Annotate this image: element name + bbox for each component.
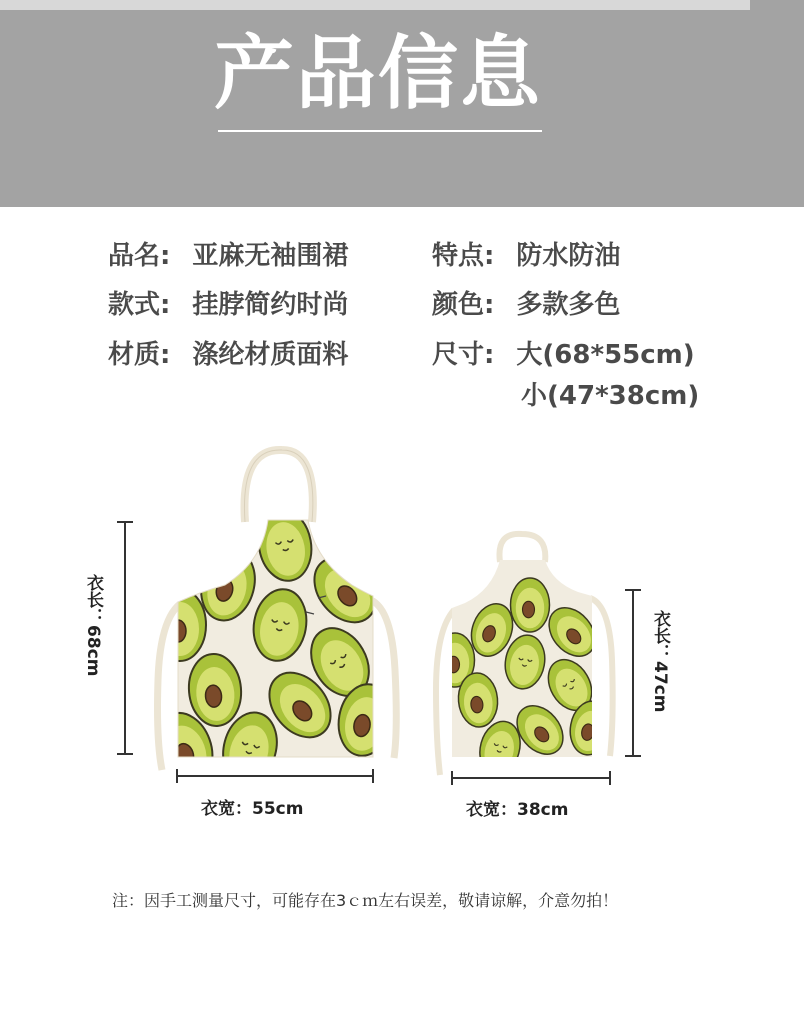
large-apron [148, 450, 397, 791]
banner-title: 产品信息 [214, 27, 542, 120]
small-apron [436, 534, 614, 779]
spec-label: 品名: [108, 241, 171, 271]
spec-label: 尺寸: [432, 340, 495, 370]
small-length-label: 衣长：47cm [650, 610, 670, 713]
measurement-note: 注：因手工测量尺寸，可能存在3ｃｍ左右误差，敬请谅解，介意勿拍！ [112, 891, 619, 910]
spec-value: 防水防油 [516, 241, 621, 271]
small-width-label: 衣宽：38cm [466, 800, 569, 820]
spec-label: 材质: [108, 340, 171, 370]
large-length-label: 衣长：68cm [83, 574, 103, 677]
spec-label: 款式: [108, 290, 171, 320]
large-width-label: 衣宽：55cm [201, 799, 304, 819]
spec-label: 特点: [432, 241, 495, 271]
spec-value: 多款多色 [516, 290, 621, 320]
spec-value: 涤纶材质面料 [192, 340, 349, 370]
spec-value-large: 大(68*55cm) [516, 340, 695, 370]
spec-value: 挂脖简约时尚 [192, 290, 349, 320]
spec-value-small: 小(47*38cm) [521, 381, 700, 411]
spec-label: 颜色: [432, 290, 495, 320]
spec-value: 亚麻无袖围裙 [192, 241, 349, 271]
